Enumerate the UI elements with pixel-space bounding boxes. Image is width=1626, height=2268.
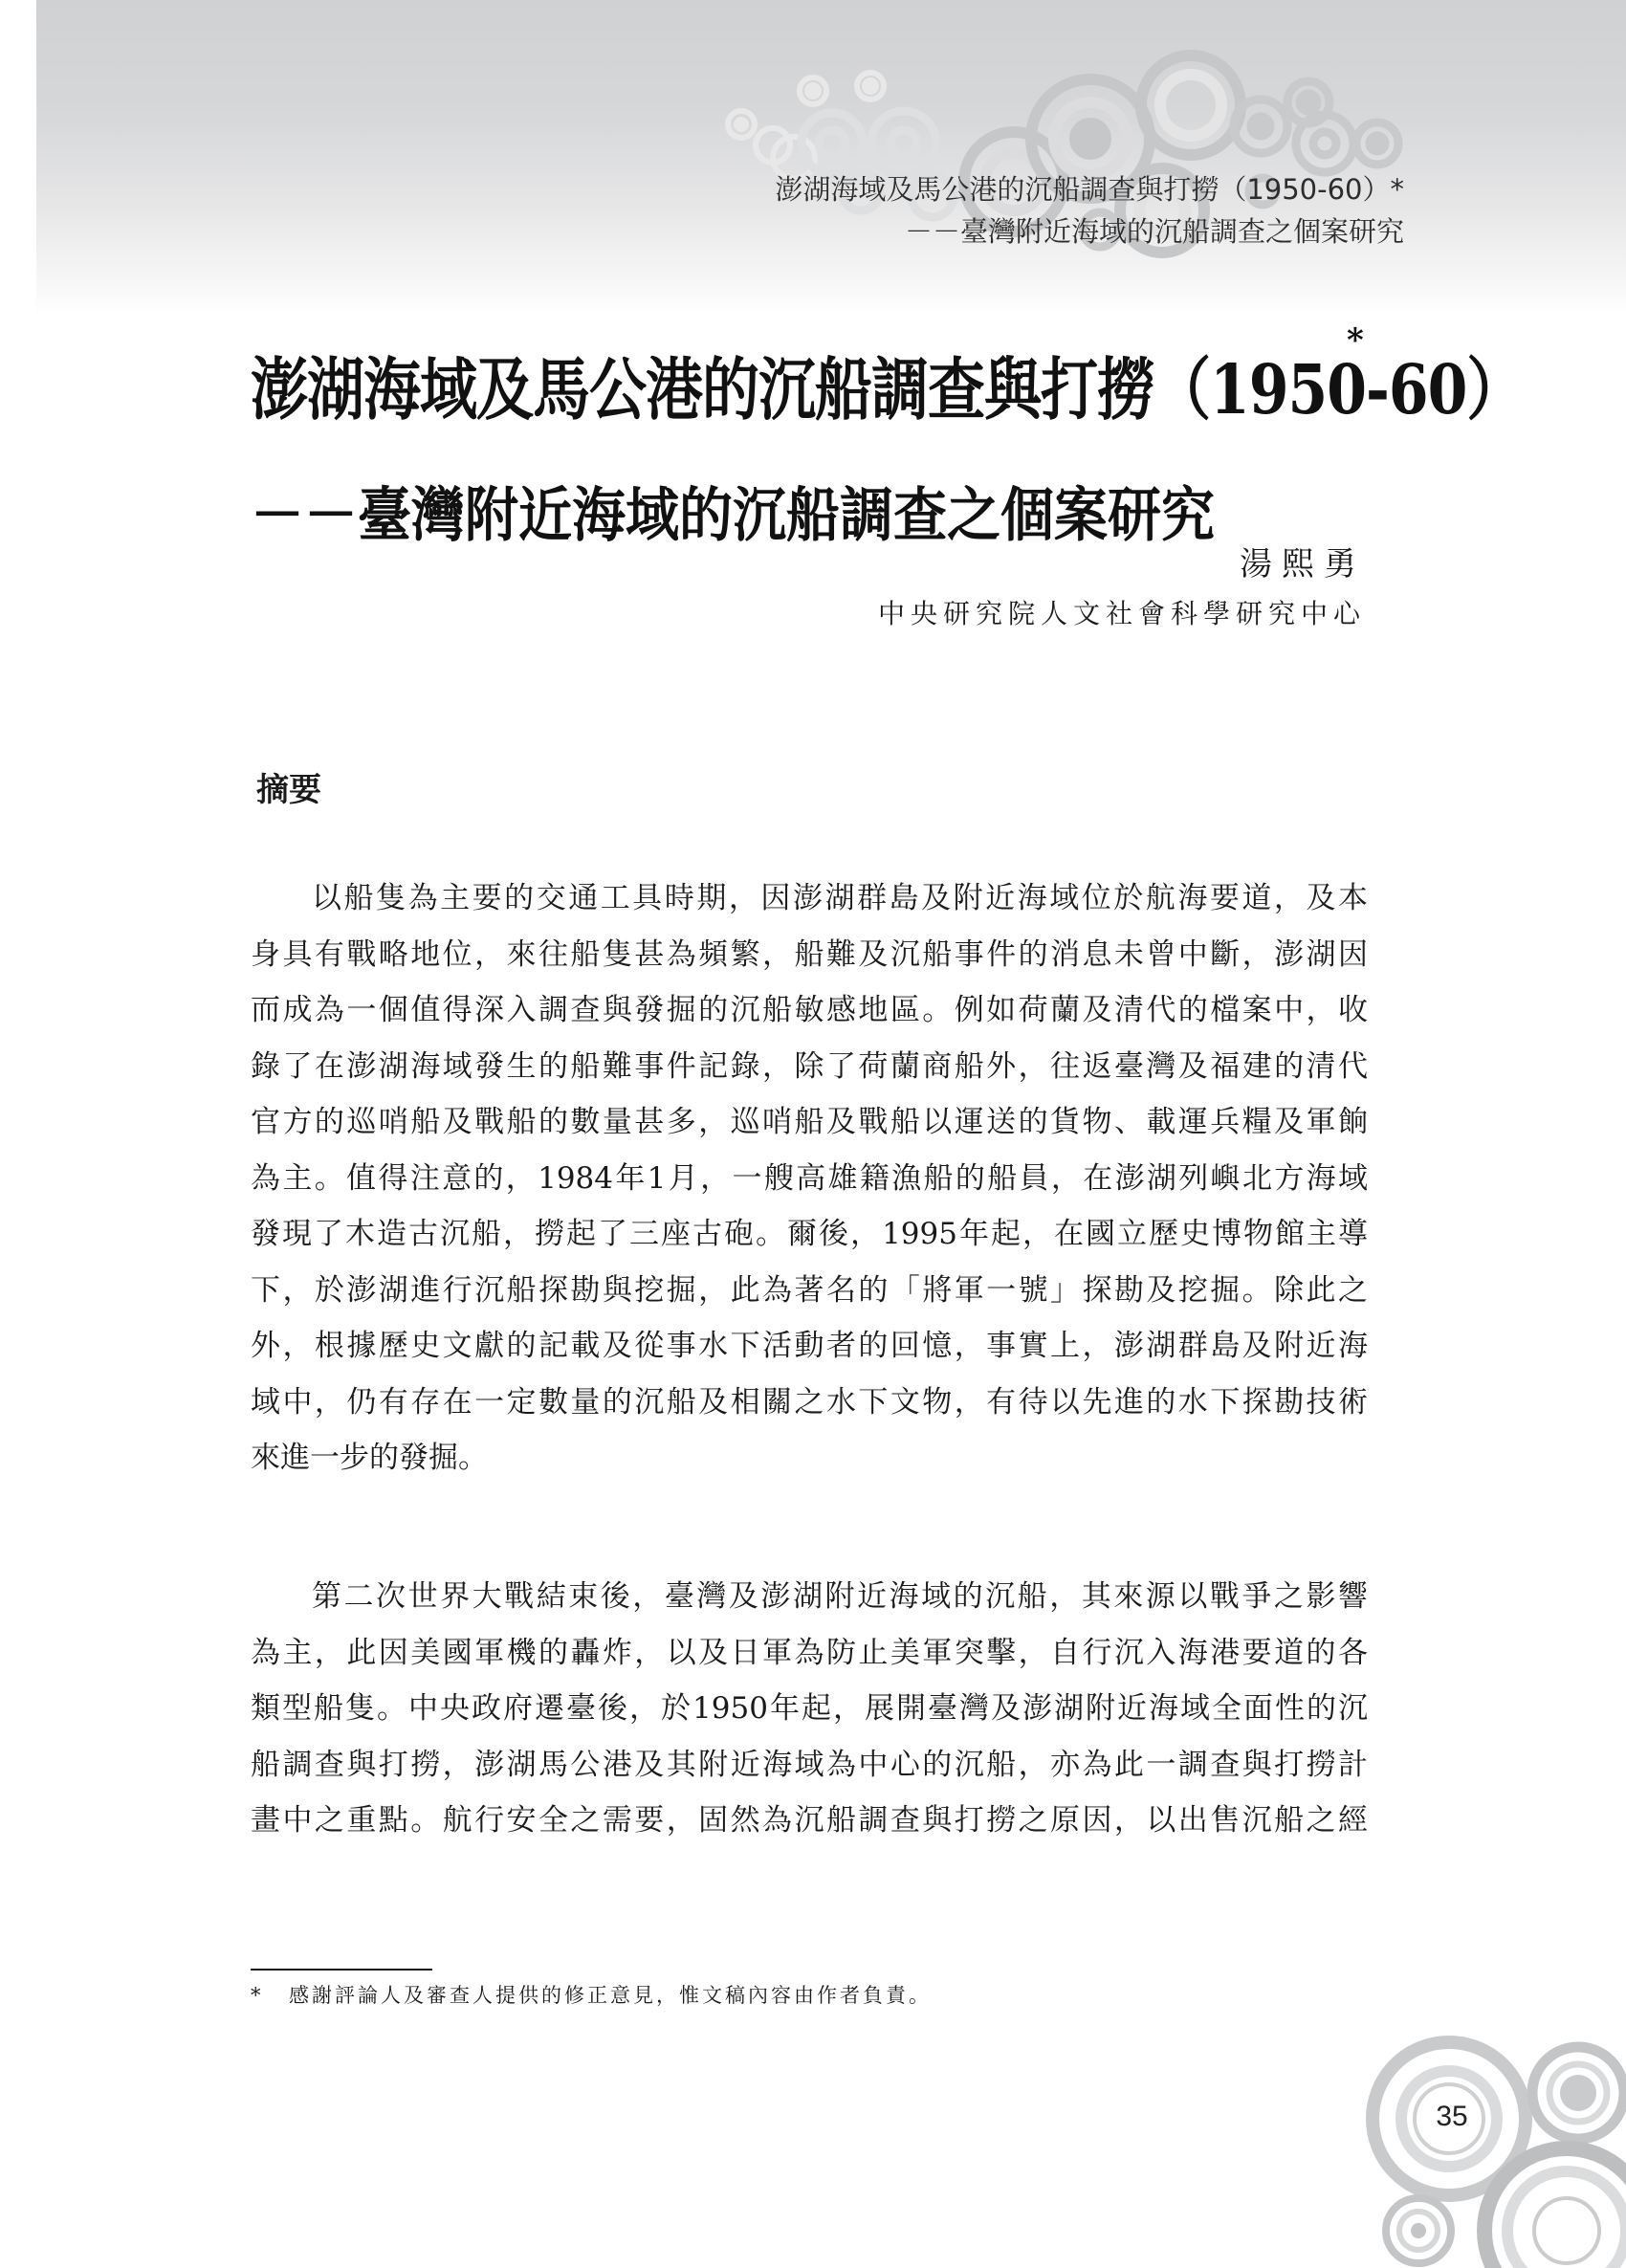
text-line: 為主，此因美國軍機的轟炸，以及日軍為防止美軍突擊，自行沉入海港要道的各 (251, 1635, 1368, 1670)
footnote-text: 感謝評論人及審查人提供的修正意見，惟文稿內容由作者負責。 (289, 1984, 932, 2007)
text-line: 域中，仍有存在一定數量的沉船及相關之水下文物，有待以先進的水下探勘技術 (251, 1384, 1368, 1420)
text-line: 以船隻為主要的交通工具時期，因澎湖群島及附近海域位於航海要道，及本 (312, 881, 1368, 915)
author-name: 湯熙勇 (1240, 545, 1366, 584)
running-title-line1: 澎湖海域及馬公港的沉船調查與打撈（1950-60）* (775, 173, 1404, 206)
footnote-separator (251, 1969, 432, 1971)
text-line: 下，於澎湖進行沉船探勘與挖掘，此為著名的「將軍一號」探勘及挖掘。除此之 (251, 1272, 1368, 1308)
title-footnote-marker[interactable]: * (1347, 321, 1364, 360)
article-subtitle: －－臺灣附近海域的沉船調查之個案研究 (251, 480, 1215, 550)
text-line: 身具有戰略地位，來往船隻甚為頻繁，船難及沉船事件的消息未曾中斷，澎湖因 (251, 936, 1368, 972)
abstract-paragraph-2 (251, 1569, 1368, 1849)
article-title: 澎湖海域及馬公港的沉船調查與打撈（1950-60） (251, 351, 1524, 430)
page-number-circles-decoration (1339, 2009, 1626, 2268)
text-line: 船調查與打撈，澎湖馬公港及其附近海域為中心的沉船，亦為此一調查與打撈計 (251, 1747, 1368, 1782)
header-circles-decoration (0, 0, 1626, 316)
text-line: 發現了木造古沉船，撈起了三座古砲。爾後，1995年起，在國立歷史博物館主導 (251, 1217, 1368, 1251)
author-affiliation: 中央研究院人文社會科學研究中心 (877, 598, 1366, 629)
text-line: 第二次世界大戰結束後，臺灣及澎湖附近海域的沉船，其來源以戰爭之影響 (312, 1579, 1368, 1614)
text-line: 而成為一個值得深入調查與發掘的沉船敏感地區。例如荷蘭及清代的檔案中，收 (251, 993, 1368, 1027)
footnote-marker: * (251, 1984, 264, 2007)
text-line: 來進一步的發掘。 (251, 1441, 488, 1475)
abstract-heading: 摘要 (256, 771, 321, 809)
text-line: 錄了在澎湖海域發生的船難事件記錄，除了荷蘭商船外，往返臺灣及福建的清代 (251, 1048, 1368, 1084)
text-line: 官方的巡哨船及戰船的數量甚多，巡哨船及戰船以運送的貨物、載運兵糧及軍餉 (251, 1105, 1368, 1139)
text-line: 為主。值得注意的，1984年1月，一艘高雄籍漁船的船員，在澎湖列嶼北方海域 (251, 1160, 1368, 1196)
page-number: 35 (1436, 2101, 1468, 2132)
abstract-paragraph-1 (251, 870, 1368, 1486)
footnote (251, 1980, 932, 2009)
text-line: 類型船隻。中央政府遷臺後，於1950年起，展開臺灣及澎湖附近海域全面性的沉 (251, 1691, 1368, 1726)
text-line: 外，根據歷史文獻的記載及從事水下活動者的回憶，事實上，澎湖群島及附近海 (251, 1329, 1368, 1363)
text-line: 畫中之重點。航行安全之需要，固然為沉船調查與打撈之原因，以出售沉船之經 (251, 1803, 1368, 1838)
running-title-line2: －－臺灣附近海域的沉船調查之個案研究 (904, 215, 1404, 248)
